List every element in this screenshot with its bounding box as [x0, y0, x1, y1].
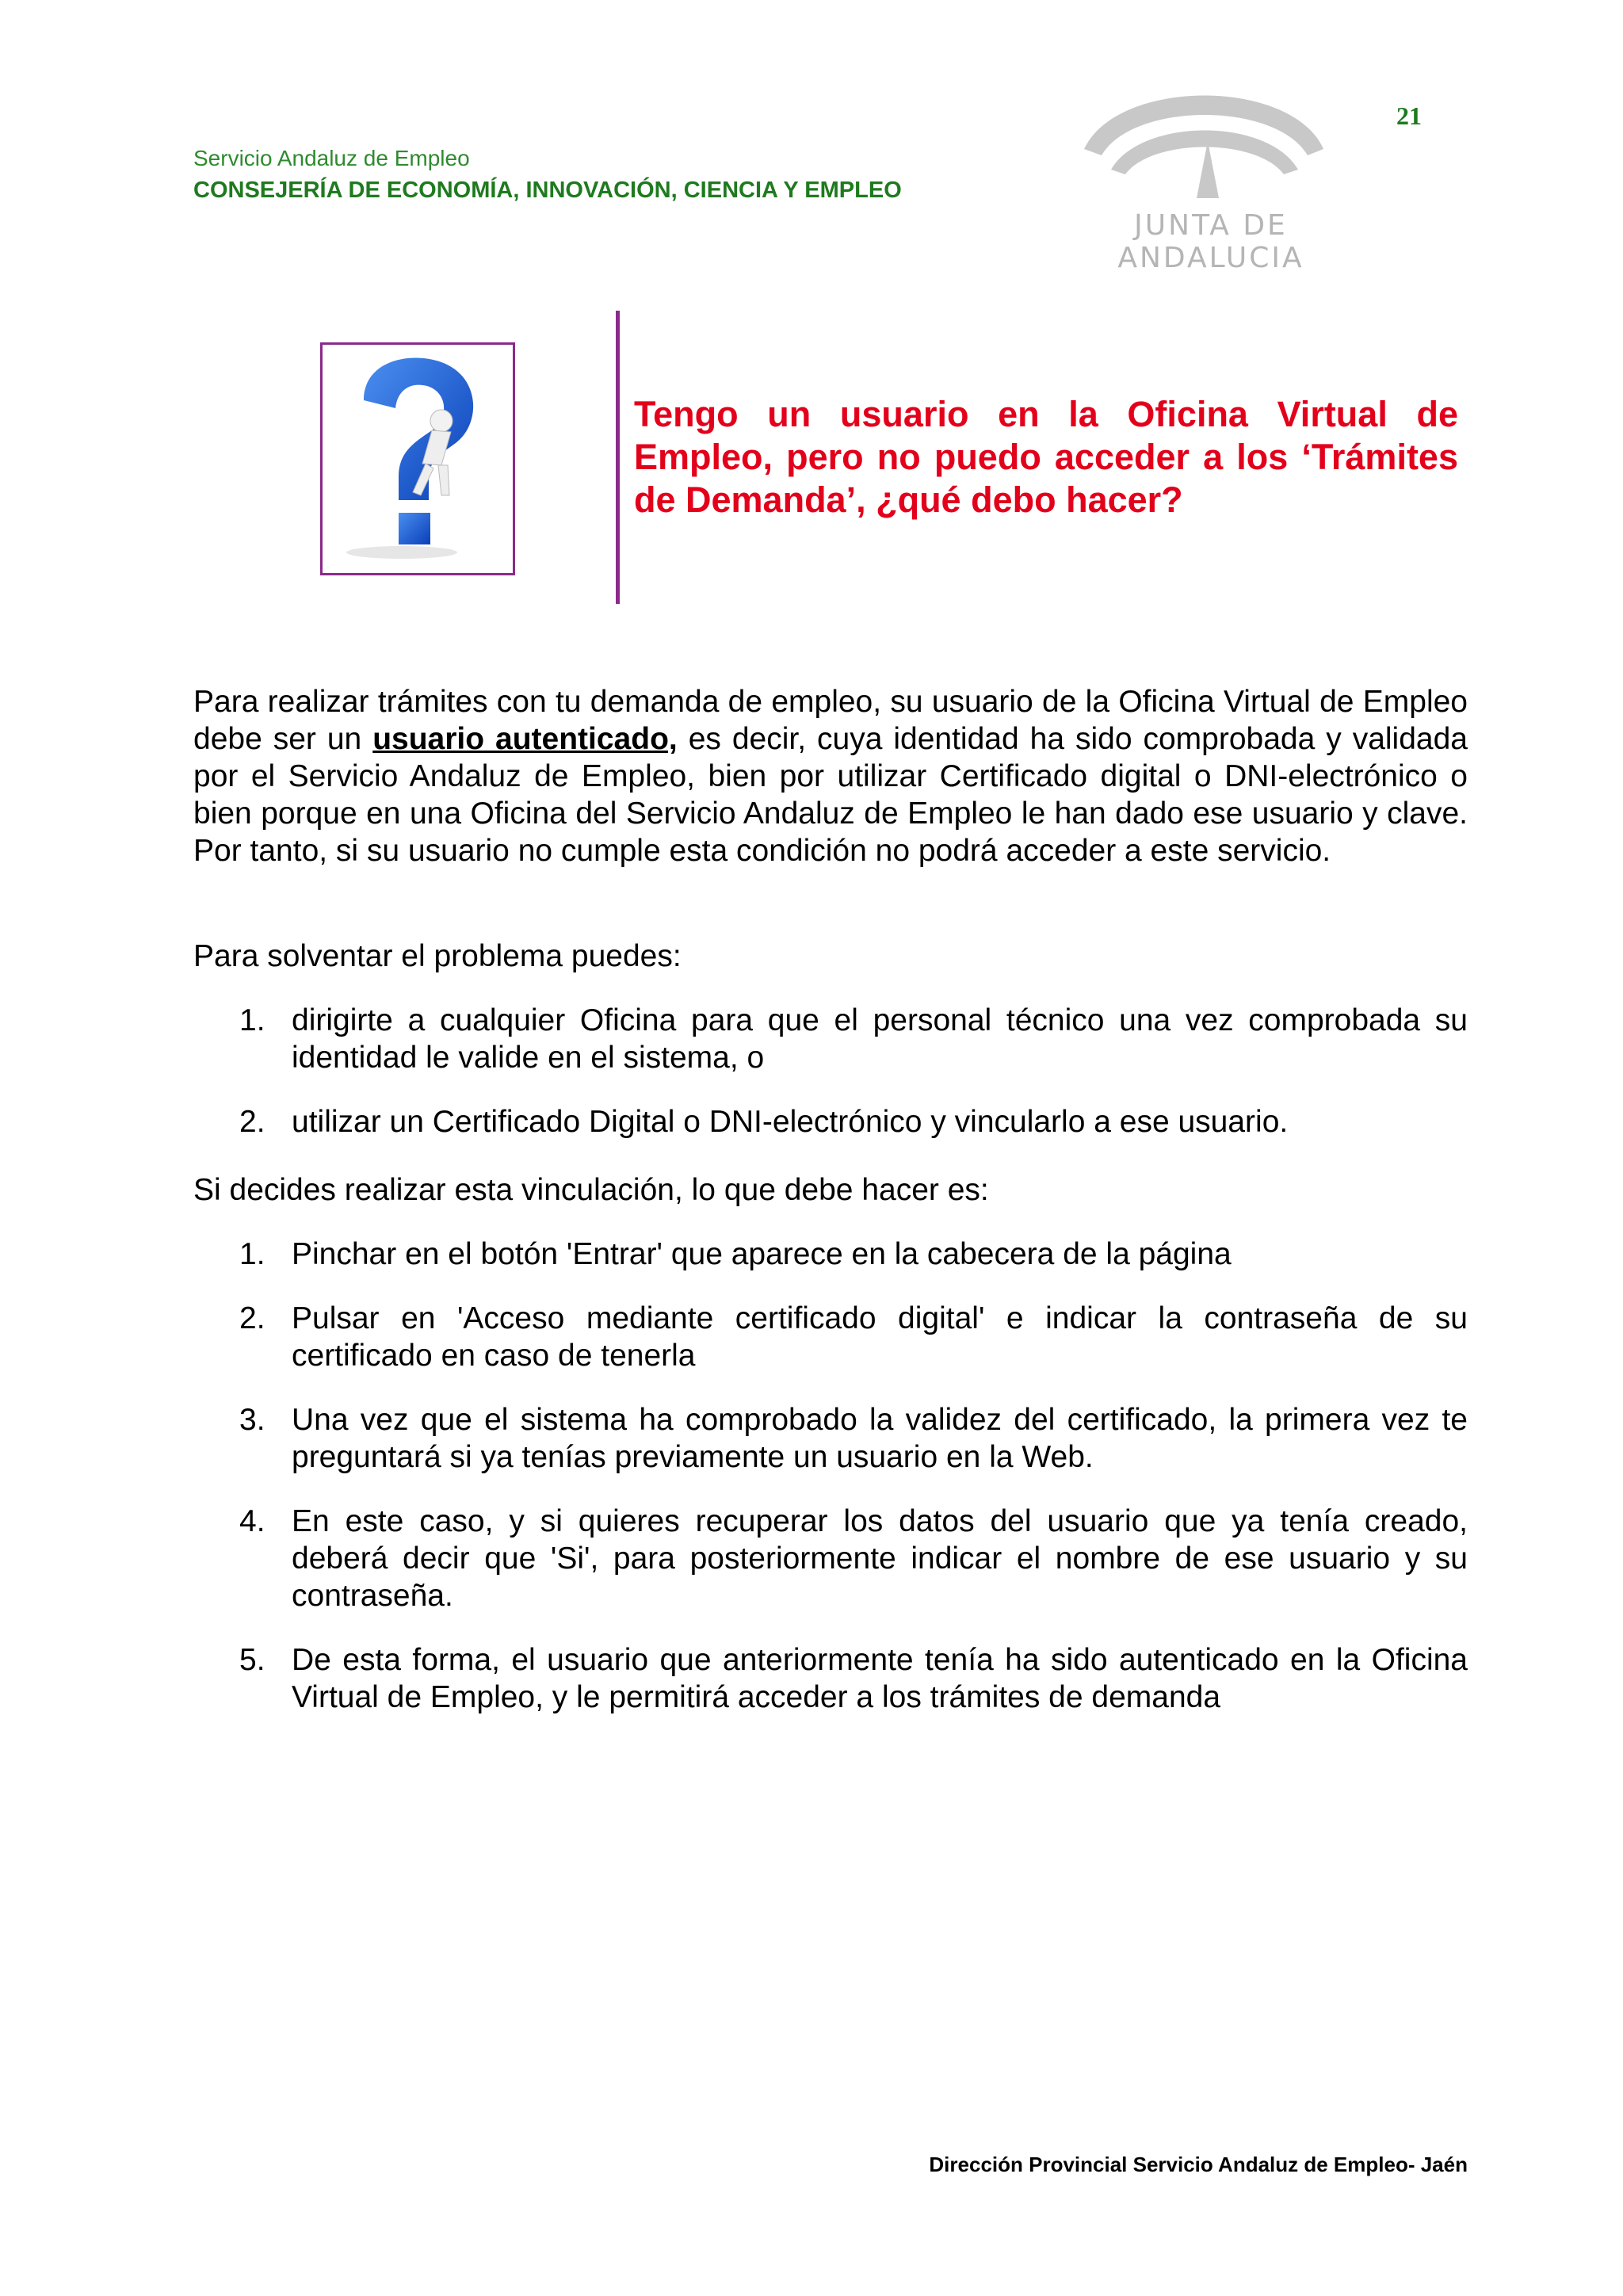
list-item-number: 4. [239, 1504, 265, 1538]
list-item [193, 1103, 1468, 1140]
list-item-text: De esta forma, el usuario que anteriormente tenía ha sido autenticado en la Oficina Virtual de Empleo, y le permitirá acceder a los trámites de demanda [292, 1643, 1468, 1714]
linking-intro: Si decides realizar esta vinculación, lo que debe hacer es: [193, 1173, 989, 1207]
junta-de-andalucia-logo [1062, 62, 1347, 274]
department-name: CONSEJERÍA DE ECONOMÍA, INNOVACIÓN, CIENCIA Y EMPLEO [193, 178, 902, 203]
list-item-text: Una vez que el sistema ha comprobado la validez del certificado, la primera vez te preguntará si ya tenías previamente un usuario en la Web. [292, 1403, 1468, 1474]
intro-text-start: Para realizar trámites con tu demanda de empleo, su usuario de la Oficina Virtual de Empleo debe ser un [193, 685, 1468, 756]
list-item-number: 2. [239, 1105, 265, 1139]
list-item-text: En este caso, y si quieres recuperar los datos del usuario que ya tenía creado, deberá decir que 'Si', para posteriormente indicar el nombre de ese usuario y su contraseña. [292, 1504, 1468, 1613]
organization-name: Servicio Andaluz de Empleo [193, 146, 470, 170]
list-item-text: dirigirte a cualquier Oficina para que el personal técnico una vez comprobada su identidad le valide en el sistema, o [292, 1003, 1468, 1075]
intro-paragraph [193, 683, 1468, 869]
list-item [193, 1641, 1468, 1716]
list-item-number: 2. [239, 1301, 265, 1335]
logo-text: JUNTA DE ANDALUCIA [1117, 209, 1304, 274]
list-item-text: Pulsar en 'Acceso mediante certificado digital' e indicar la contraseña de su certificado en caso de tenerla [292, 1301, 1468, 1373]
list-item-number: 3. [239, 1403, 265, 1437]
authenticated-user-emphasis: usuario autenticado, [372, 722, 678, 756]
list-item-number: 5. [239, 1643, 265, 1677]
list-item [193, 1002, 1468, 1076]
question-mark-icon [323, 345, 513, 573]
list-item [193, 1236, 1468, 1273]
question-mark-illustration [320, 342, 515, 575]
list-item [193, 1300, 1468, 1374]
list-item [193, 1401, 1468, 1476]
list-item-number: 1. [239, 1237, 265, 1271]
vertical-divider [616, 311, 620, 604]
list-item-text: Pinchar en el botón 'Entrar' que aparece en la cabecera de la página [292, 1237, 1232, 1271]
linking-steps-list [193, 1236, 1468, 1743]
solutions-list [193, 1002, 1468, 1167]
footer-text: Dirección Provincial Servicio Andaluz de Empleo- Jaén [929, 2153, 1468, 2176]
page-number: 21 [1396, 101, 1422, 130]
intro-text-end: es decir, cuya identidad ha sido comprobada y validada por el Servicio Andaluz de Empleo, bien por utilizar Certificado digital o DNI-electrónico o bien porque en una Oficina del Servicio Andaluz de Empleo le han dado ese usuario y clave. Por tanto, si su usuario no cumple esta condición no podrá acceder a este servicio. [193, 722, 1468, 868]
list-item [193, 1503, 1468, 1614]
question-title: Tengo un usuario en la Oficina Virtual de Empleo, pero no puedo acceder a los ‘Trámites de Demanda’, ¿qué debo hacer? [634, 394, 1458, 520]
solutions-intro: Para solventar el problema puedes: [193, 939, 682, 973]
list-item-number: 1. [239, 1003, 265, 1037]
list-item-text: utilizar un Certificado Digital o DNI-electrónico y vincularlo a ese usuario. [292, 1105, 1289, 1139]
